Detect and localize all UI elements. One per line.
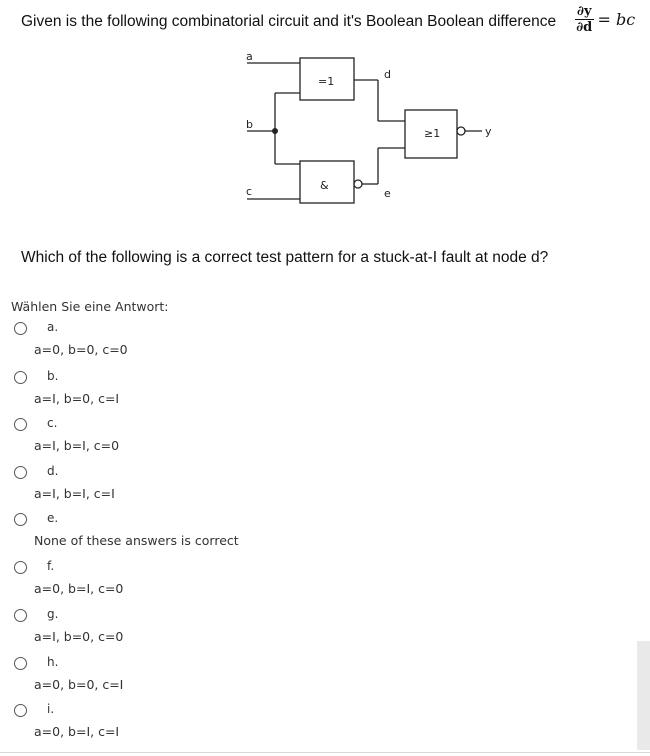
- option-letter: d.: [47, 464, 59, 478]
- option-text: a=0, b=0, c=I: [34, 677, 124, 692]
- radio-button[interactable]: [14, 657, 27, 670]
- label-c: c: [246, 185, 253, 198]
- scrollbar[interactable]: [637, 641, 650, 750]
- gate-and-label: &: [320, 179, 329, 192]
- option-letter: f.: [47, 559, 55, 573]
- answer-option[interactable]: [14, 464, 314, 504]
- answer-option[interactable]: [14, 369, 314, 409]
- label-y: y: [485, 125, 492, 138]
- answer-option[interactable]: [14, 655, 314, 695]
- option-letter: g.: [47, 607, 59, 621]
- radio-button[interactable]: [14, 609, 27, 622]
- answer-option[interactable]: [14, 320, 314, 360]
- label-d: d: [384, 68, 391, 81]
- option-text: a=I, b=0, c=I: [34, 391, 120, 406]
- bottom-divider: [0, 752, 650, 753]
- option-letter: c.: [47, 416, 58, 430]
- radio-button[interactable]: [14, 418, 27, 431]
- junction-b: [272, 128, 278, 134]
- answer-option[interactable]: [14, 559, 314, 599]
- option-letter: b.: [47, 369, 59, 383]
- circuit-diagram: [0, 0, 650, 240]
- answer-option[interactable]: [14, 416, 314, 456]
- option-letter: e.: [47, 511, 59, 525]
- gate-xor-label: =1: [318, 75, 335, 88]
- radio-button[interactable]: [14, 466, 27, 479]
- formula-denominator: ∂d: [576, 20, 593, 35]
- radio-button[interactable]: [14, 322, 27, 335]
- answer-option[interactable]: [14, 702, 314, 742]
- question-text: Given is the following combinatorial circuit and it's Boolean Boolean difference: [21, 13, 557, 30]
- formula-numerator: ∂y: [577, 4, 592, 19]
- option-text: a=0, b=I, c=0: [34, 581, 124, 596]
- answer-option[interactable]: [14, 607, 314, 647]
- option-letter: i.: [47, 702, 55, 716]
- option-text: None of these answers is correct: [34, 533, 239, 548]
- radio-button[interactable]: [14, 561, 27, 574]
- option-text: a=0, b=I, c=I: [34, 724, 120, 739]
- answer-option[interactable]: [14, 511, 314, 551]
- label-b: b: [246, 118, 253, 131]
- label-a: a: [246, 50, 253, 63]
- radio-button[interactable]: [14, 513, 27, 526]
- option-text: a=0, b=0, c=0: [34, 342, 128, 357]
- option-text: a=I, b=I, c=0: [34, 438, 120, 453]
- option-text: a=I, b=I, c=I: [34, 486, 115, 501]
- radio-button[interactable]: [14, 704, 27, 717]
- option-letter: h.: [47, 655, 59, 669]
- option-letter: a.: [47, 320, 59, 334]
- formula-rhs: = bc: [597, 10, 636, 29]
- answer-prompt: Wählen Sie eine Antwort:: [11, 299, 169, 314]
- sub-question-text: Which of the following is a correct test pattern for a stuck-at-I fault at node d?: [21, 249, 549, 266]
- label-e: e: [384, 187, 391, 200]
- gate-or-label: ≥1: [424, 127, 441, 140]
- radio-button[interactable]: [14, 371, 27, 384]
- option-text: a=I, b=0, c=0: [34, 629, 124, 644]
